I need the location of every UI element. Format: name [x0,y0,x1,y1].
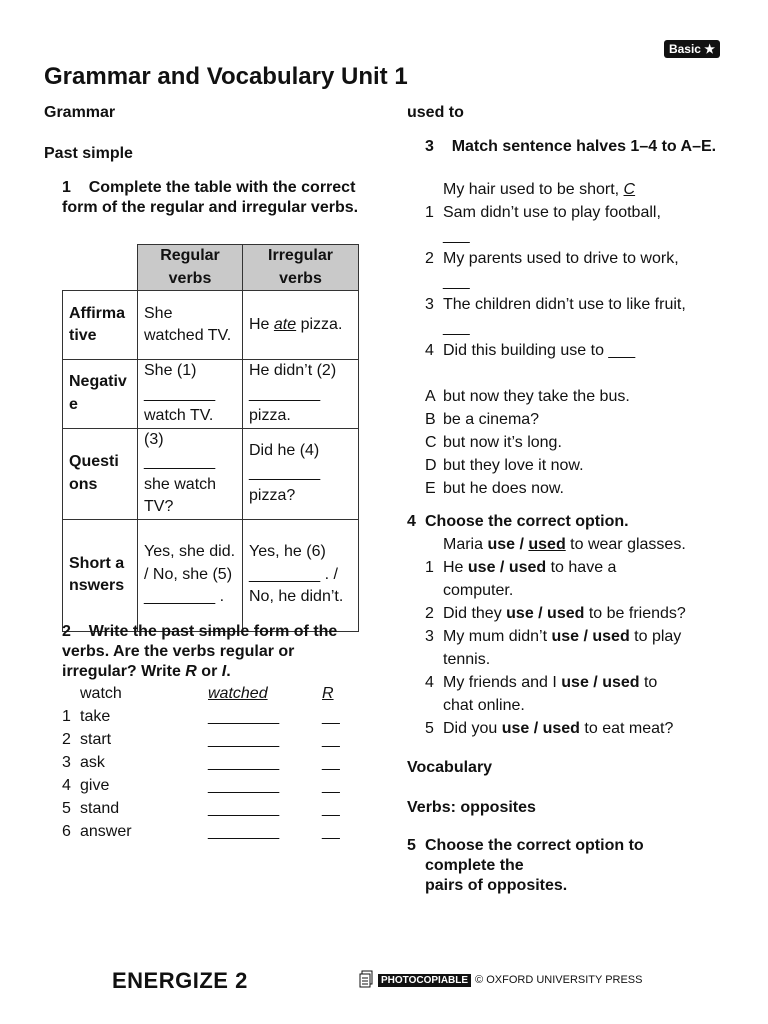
table-cell: Yes, she did. / No, she (5) ________ . [138,519,243,631]
table-cell: Did he (4) ________ pizza? [243,428,359,519]
table-cell: He ate pizza. [243,291,359,360]
list-item: 1 Sam didn’t use to play football, [425,204,661,221]
list-item: 2 start ________ __ [62,731,340,748]
level-badge: Basic ★ [664,40,720,58]
list-item: 4 give ________ __ [62,777,340,794]
exercise-5-instruction: 5 Choose the correct option to complete the pairs of opposites. [407,837,644,894]
grammar-heading: Grammar [44,104,116,121]
answer-blank: ___ [443,227,470,244]
exercise-2-instruction: 2 Write the past simple form of the verbs. Are the verbs regular or irregular? Write R or I. [62,623,338,680]
example-line: Maria use / used to wear glasses. [443,536,686,553]
list-item: 3 ask ________ __ [62,754,340,771]
row-label: Questions [63,428,138,519]
energize-logo: ENERGIZE 2 [112,968,248,993]
option-item: A but now they take the bus. [425,388,630,405]
list-item: 4 Did this building use to ___ [425,342,636,359]
row-label: Affirmative [63,291,138,360]
vocabulary-heading: Vocabulary [407,759,493,776]
used-to-heading: used to [407,104,464,121]
photocopy-icon [358,970,374,990]
row-label: Short answers [63,519,138,631]
exercise-4-list [425,533,745,740]
page-title: Grammar and Vocabulary Unit 1 [44,63,408,90]
past-simple-heading: Past simple [44,145,133,162]
list-item: 4 My friends and I use / used to [425,674,658,691]
option-item: D but they love it now. [425,457,584,474]
list-item-continuation: computer. [443,582,514,599]
table-corner [63,245,138,291]
copyright-line [358,970,642,990]
header-regular: Regular verbs [138,245,243,291]
photocopiable-label: PHOTOCOPIABLE [378,974,471,987]
row-label: Negative [63,360,138,429]
exercise-2-list [62,682,362,843]
table-cell: He didn’t (2) ________ pizza. [243,360,359,429]
answer-blank: ___ [443,273,470,290]
list-item: 2 My parents used to drive to work, [425,250,679,267]
header-irregular: Irregular verbs [243,245,359,291]
exercise-3-list [425,178,745,500]
table-cell: Yes, he (6) ________ . / No, he didn’t. [243,519,359,631]
table-cell: She (1) ________ watch TV. [138,360,243,429]
list-item: 2 Did they use / used to be friends? [425,605,686,622]
option-item: B be a cinema? [425,411,540,428]
table-cell: (3) ________ she watch TV? [138,428,243,519]
verbs-opposites-heading: Verbs: opposites [407,799,536,816]
exercise-3-instruction: 3 Match sentence halves 1–4 to A–E. [425,138,717,155]
table-cell: She watched TV. [138,291,243,360]
list-item-continuation: tennis. [443,651,491,668]
list-item: 3 My mum didn’t use / used to play [425,628,682,645]
list-item-continuation: chat online. [443,697,525,714]
list-item: 6 answer ________ __ [62,823,340,840]
exercise-number: 1 [62,179,71,196]
example-answer: ate [273,315,297,333]
example-row: watch watched R [80,685,334,702]
exercise-4-instruction: 4 Choose the correct option. [407,513,629,530]
answer-blank: ___ [443,319,470,336]
option-item: C but now it’s long. [425,434,562,451]
verb-table [62,244,359,632]
list-item: 1 take ________ __ [62,708,340,725]
instruction-text: Complete the table with the correct form of the regular and irregular verbs. [62,179,359,216]
exercise-1-instruction [62,178,362,218]
list-item: 3 The children didn’t use to like fruit, [425,296,686,313]
list-item: 5 stand ________ __ [62,800,340,817]
list-item: 1 He use / used to have a [425,559,617,576]
list-item: 5 Did you use / used to eat meat? [425,720,674,737]
option-item: E but he does now. [425,480,564,497]
example-line: My hair used to be short, C [443,181,636,198]
publisher-text: © OXFORD UNIVERSITY PRESS [475,974,643,986]
